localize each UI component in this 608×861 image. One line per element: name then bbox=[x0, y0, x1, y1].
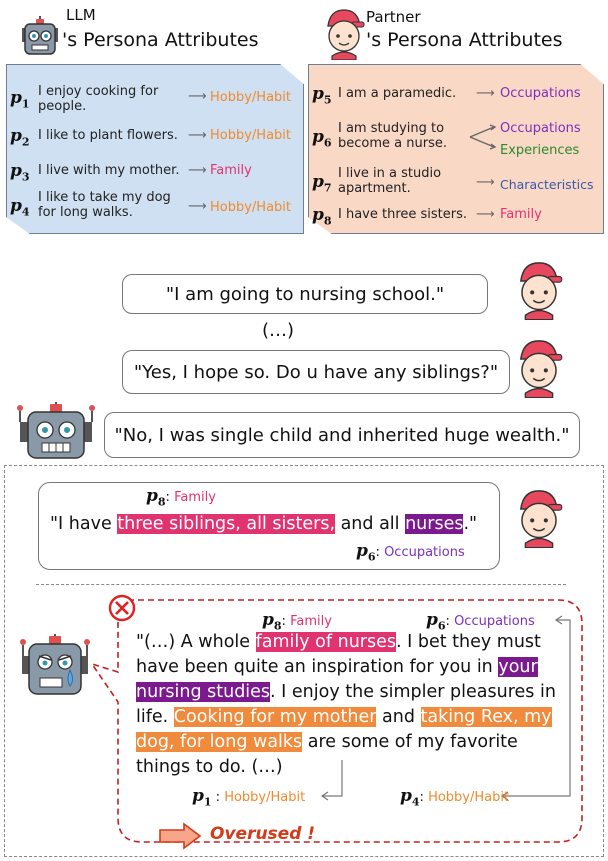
persona-text: I enjoy cooking for people. bbox=[38, 84, 159, 114]
partner-utterance-1: "I am going to nursing school." bbox=[122, 274, 488, 314]
persona-category: Hobby/Habit bbox=[210, 90, 292, 105]
persona-text: I live with my mother. bbox=[38, 163, 180, 178]
persona-category-2: Experiences bbox=[500, 143, 580, 158]
partner-turn-text: "I have three siblings, all sisters, and all nurses." bbox=[50, 514, 478, 534]
llm-robot-icon bbox=[18, 14, 62, 58]
highlight-hobby-2: taking Rex, my dog, for long walks bbox=[136, 707, 552, 752]
persona-tag-p6: $p_6$: Occupations bbox=[426, 610, 535, 633]
persona-tag-p6: $p_6$: Occupations bbox=[356, 541, 465, 564]
persona-tag-p1: $p_1$ : Hobby/Habit bbox=[192, 786, 306, 809]
persona-tag-p8: $p_8$: Family bbox=[262, 610, 332, 633]
persona-text: I have three sisters. bbox=[338, 207, 468, 222]
persona-category: Hobby/Habit bbox=[210, 128, 292, 143]
highlight-family: three siblings, all sisters, bbox=[117, 514, 336, 534]
partner-label: Partner bbox=[366, 8, 421, 26]
sad-robot-icon bbox=[18, 632, 92, 698]
persona-category: Occupations bbox=[500, 86, 581, 101]
persona-tag-p4: $p_4$: Hobby/Habit bbox=[400, 786, 510, 809]
highlight-occupation: your nursing studies bbox=[136, 657, 538, 702]
llm-utterance: "No, I was single child and inherited huge wealth." bbox=[104, 412, 580, 458]
partner-persona-title: 's Persona Attributes bbox=[366, 29, 563, 51]
llm-response-text: "(…) A whole family of nurses. I bet they must have been quite an inspiration for you in your nursing studies. I enjoy the simpler pleasures in life. Cooking for my mother and taking Rex, my dog, for long walks are some of my favorite things to do. (…) bbox=[136, 632, 556, 777]
highlight-occupation: nurses bbox=[405, 514, 464, 534]
persona-text: I live in a studio apartment. bbox=[338, 166, 442, 196]
branch-arrow-icon bbox=[468, 123, 498, 153]
persona-category: Family bbox=[500, 207, 542, 222]
partner-avatar-icon bbox=[514, 336, 564, 398]
persona-tag-p8: $p_8$: Family bbox=[146, 486, 216, 509]
separator bbox=[36, 584, 566, 585]
llm-persona-title: 's Persona Attributes bbox=[62, 29, 259, 51]
highlight-family: family of nurses bbox=[255, 632, 396, 652]
persona-category: Hobby/Habit bbox=[210, 200, 292, 215]
persona-category: Occupations bbox=[500, 121, 581, 136]
highlight-hobby-1: Cooking for my mother bbox=[173, 707, 377, 727]
partner-avatar-icon bbox=[514, 258, 564, 320]
persona-text: I am studying to become a nurse. bbox=[338, 121, 447, 151]
partner-avatar-icon bbox=[322, 6, 366, 60]
persona-category: Characteristics bbox=[500, 177, 594, 192]
persona-text: I like to take my dog for long walks. bbox=[38, 190, 171, 220]
overused-arrow-icon bbox=[158, 822, 202, 850]
persona-category: Family bbox=[210, 163, 252, 178]
overused-label: Overused ! bbox=[210, 824, 316, 844]
llm-label: LLM bbox=[66, 6, 96, 24]
partner-utterance-2: "Yes, I hope so. Do u have any siblings?" bbox=[122, 350, 510, 394]
error-x-icon bbox=[108, 594, 136, 622]
ellipsis: (…) bbox=[262, 320, 295, 341]
partner-avatar-icon bbox=[514, 486, 564, 548]
persona-text: I am a paramedic. bbox=[338, 86, 457, 101]
persona-text: I like to plant flowers. bbox=[38, 128, 178, 143]
llm-robot-icon bbox=[14, 400, 98, 462]
